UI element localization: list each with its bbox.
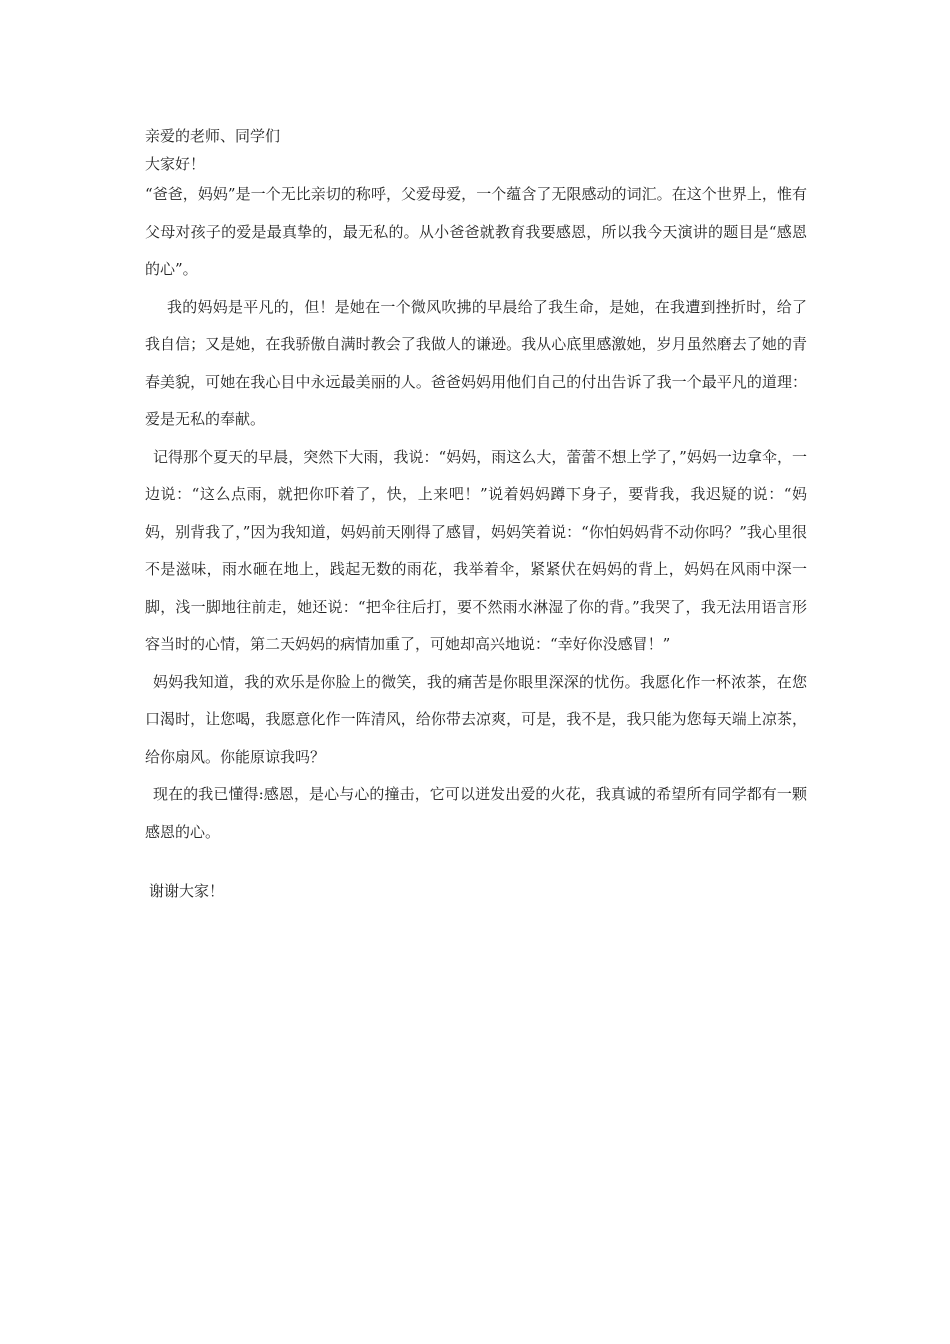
paragraph-rainy-morning: 记得那个夏天的早晨，突然下大雨，我说：“妈妈，雨这么大，蕾蕾不想上学了，”妈妈一边拿伞，一边说：“这么点雨，就把你吓着了，快，上来吧！”说着妈妈蹲下身子，要背我，我迟疑的说：“妈妈，别背我了，”因为我知道，妈妈前天刚得了感冒，妈妈笑着说：“你怕妈妈背不动你吗？”我心里很不是滋味，雨水砸在地上，践起无数的雨花，我举着伞，紧紧伏在妈妈的背上，妈妈在风雨中深一脚，浅一脚地往前走，她还说：“把伞往后打，要不然雨水淋湿了你的背。”我哭了，我无法用语言形容当时的心情，第二天妈妈的病情加重了，可她却高兴地说：“幸好你没感冒！” [145,447,807,653]
paragraph-conclusion: 现在的我已懂得:感恩，是心与心的撞击，它可以迸发出爱的火花，我真诚的希望所有同学都有一颗感恩的心。 [145,785,807,841]
closing-thanks: 谢谢大家！ [149,882,225,900]
paragraph-gratitude: 妈妈我知道，我的欢乐是你脸上的微笑，我的痛苦是你眼里深深的忧伤。我愿化作一杯浓茶，在您口渴时，让您喝，我愿意化作一阵清风，给你带去凉爽，可是，我不是，我只能为您每天端上凉茶，给你扇风。你能原谅我吗？ [145,672,807,766]
speech-text [145,126,807,902]
greeting-teachers-students: 亲爱的老师、同学们 [145,127,281,145]
greeting-hello: 大家好！ [145,155,206,173]
paragraph-mother: 我的妈妈是平凡的，但！是她在一个微风吹拂的早晨给了我生命，是她，在我遭到挫折时，给了我自信；又是她，在我骄傲自满时教会了我做人的谦逊。我从心底里感激她，岁月虽然磨去了她的青春美貌，可她在我心目中永远最美丽的人。爸爸妈妈用他们自己的付出告诉了我一个最平凡的道理：爱是无私的奉献。 [145,297,807,428]
paragraph-intro: “爸爸，妈妈”是一个无比亲切的称呼，父爱母爱，一个蕴含了无限感动的词汇。在这个世界上，惟有父母对孩子的爱是最真挚的，最无私的。从小爸爸就教育我要感恩，所以我今天演讲的题目是“感恩的心”。 [145,185,807,278]
